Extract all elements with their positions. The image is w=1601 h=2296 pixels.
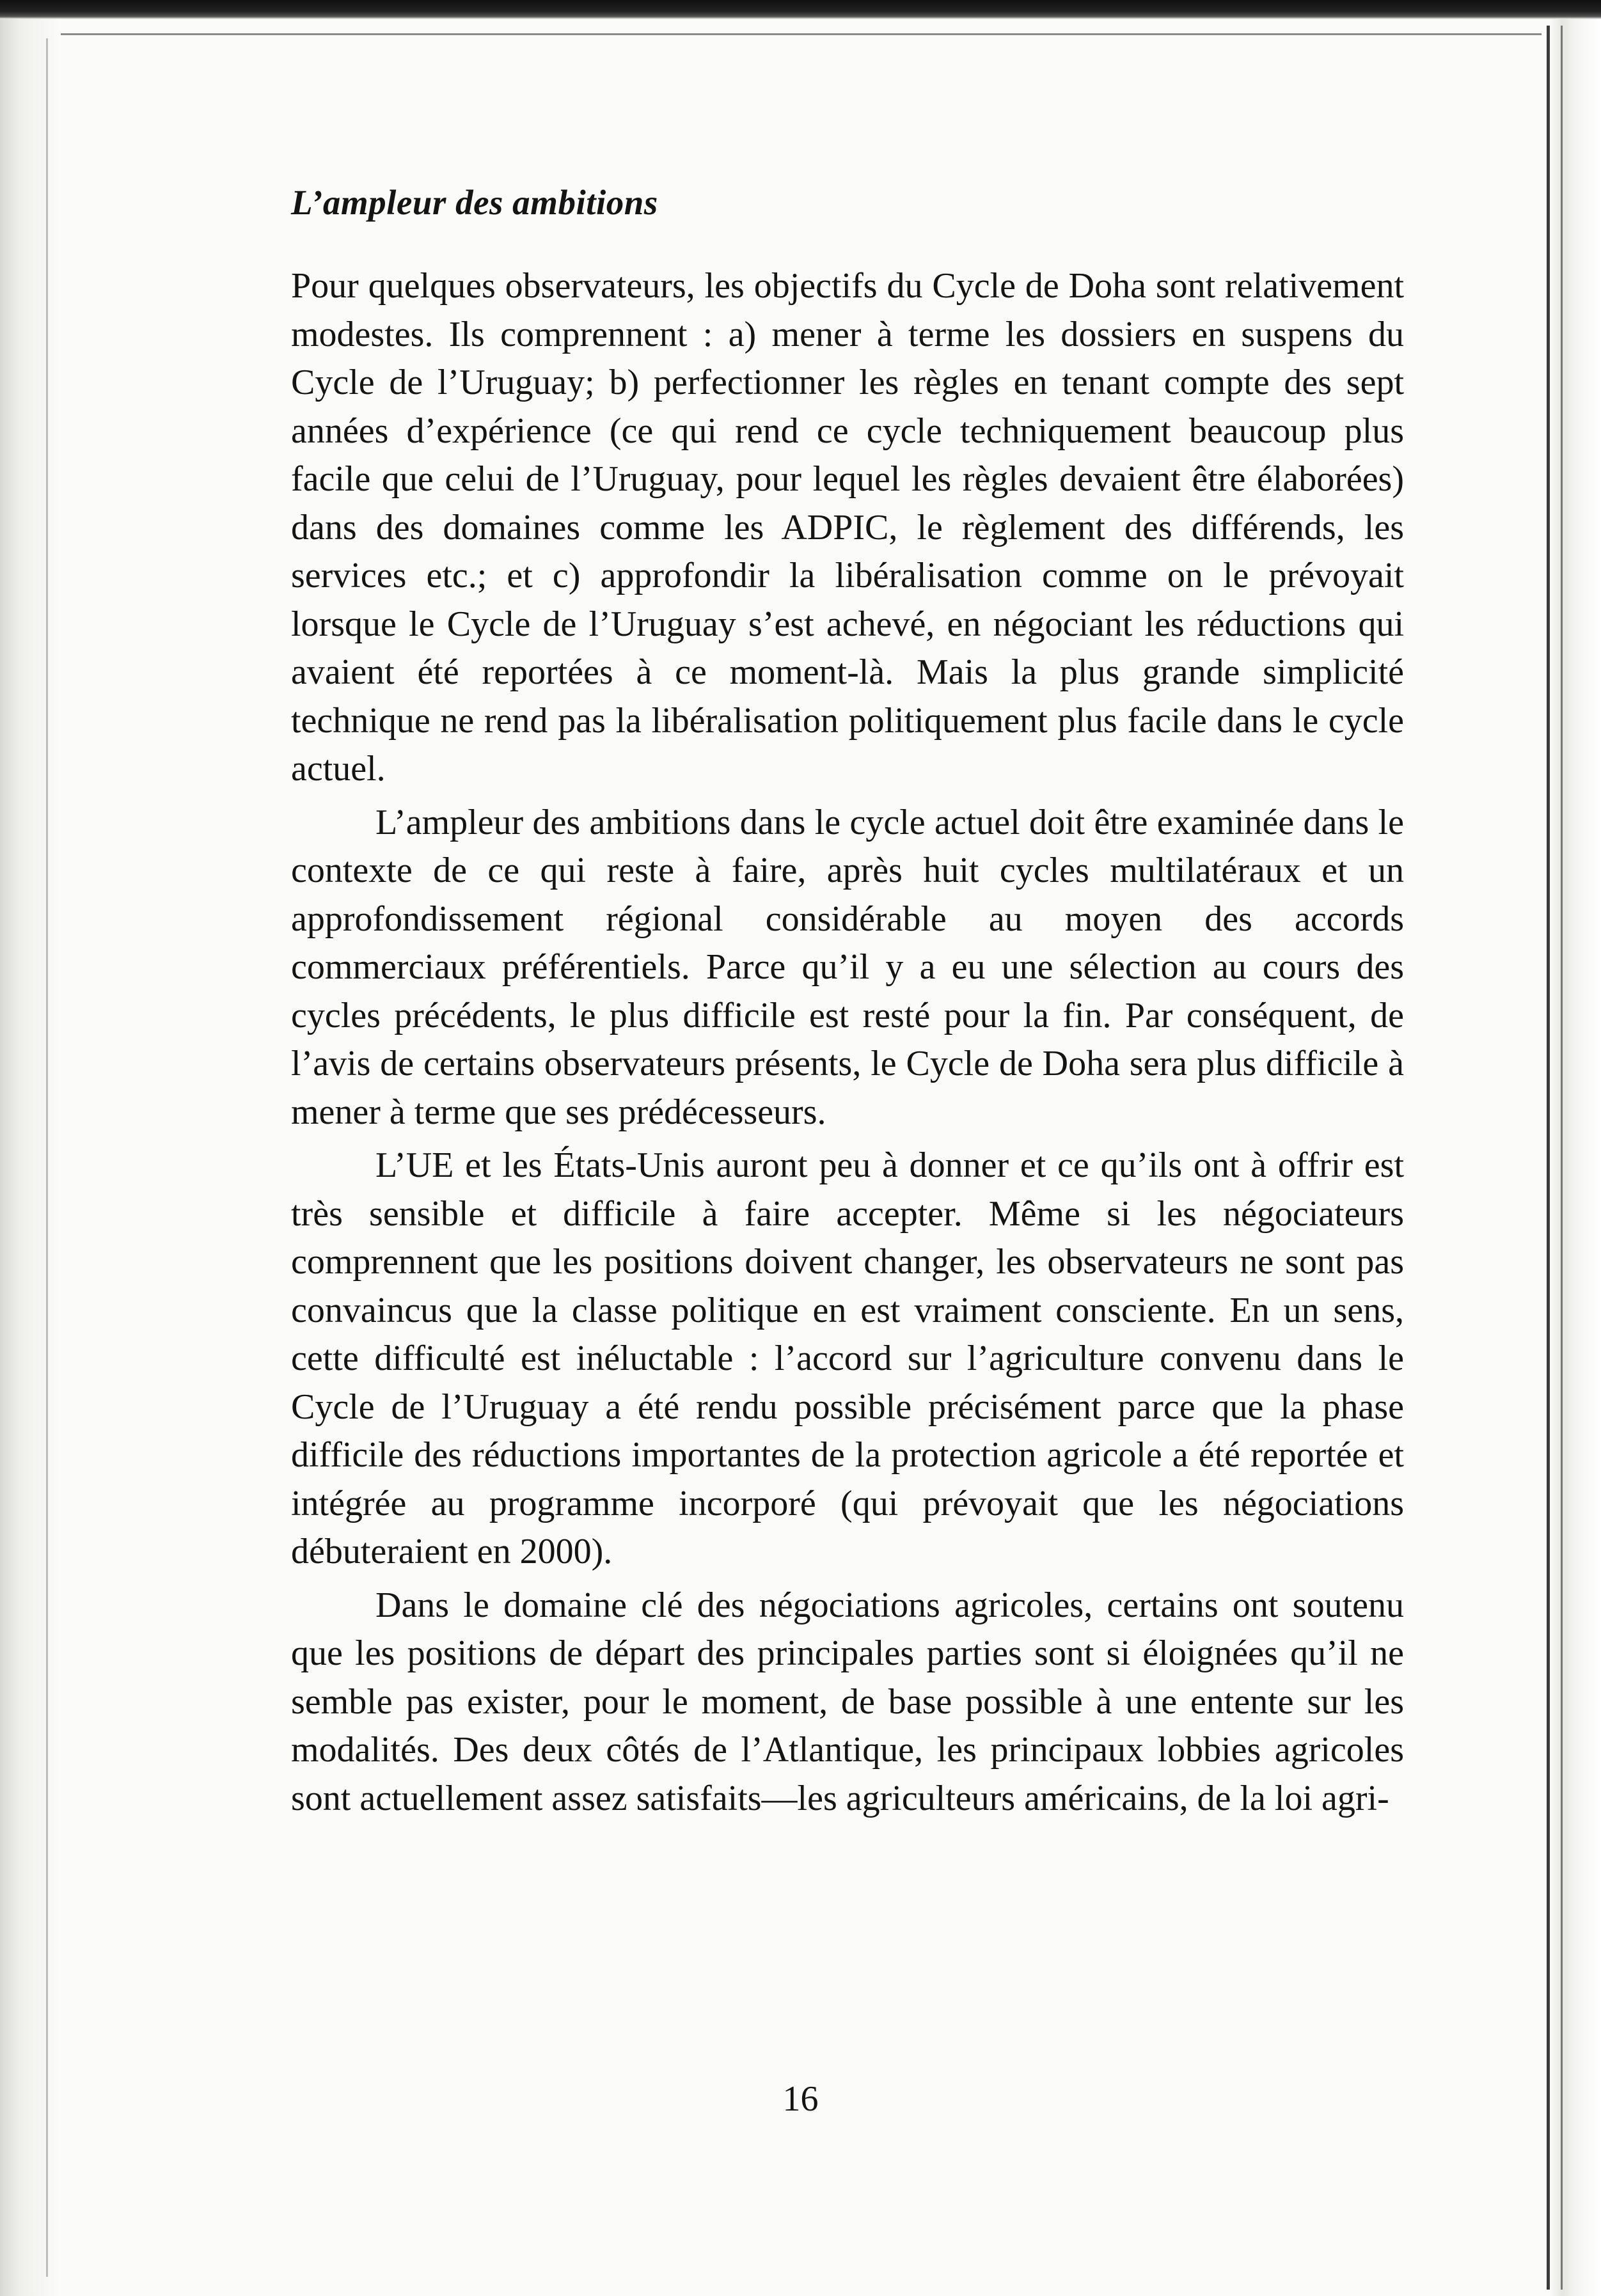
- paragraph-3: L’UE et les États-Unis auront peu à donner et ce qu’ils ont à offrir est très sensible et difficile à faire accepter. Même si les négociateurs comprennent que les positions doivent changer, les observateurs ne sont pas convaincus que la classe politique en est vraiment consciente. En un sens, cette difficulté est inéluctable : l’accord sur l’agriculture convenu dans le Cycle de l’Uruguay a été rendu possible précisément parce que la phase difficile des réductions importantes de la protection agricole a été reportée et intégrée au programme incorporé (qui prévoyait que les négociations débuteraient en 2000).: [291, 1145, 1404, 1571]
- scan-right-shadow: [1550, 19, 1601, 2296]
- scan-top-edge: [0, 0, 1601, 19]
- paragraph-2: L’ampleur des ambitions dans le cycle actuel doit être examinée dans le contexte de ce qui reste à faire, après huit cycles multilatéraux et un approfondissement régional considérable au moyen des accords commerciaux préférentiels. Parce qu’il y a eu une sélection au cours des cycles précédents, le plus difficile est resté pour la fin. Par conséquent, de l’avis de certains observateurs présents, le Cycle de Doha sera plus difficile à mener à terme que ses prédécesseurs.: [291, 802, 1404, 1132]
- paragraph-4: Dans le domaine clé des négociations agricoles, certains ont soutenu que les positions de départ des principales parties sont si éloignées qu’il ne semble pas exister, pour le moment, de base possible à une entente sur les modalités. Des deux côtés de l’Atlantique, les principaux lobbies agricoles sont actuellement assez satisfaits—les agriculteurs américains, de la loi agri-: [291, 1585, 1404, 1818]
- scan-left-shadow: [0, 19, 61, 2296]
- paragraph-1: Pour quelques observateurs, les objectifs du Cycle de Doha sont relativement modestes. Ils comprennent : a) mener à terme les dossiers en suspens du Cycle de l’Uruguay; b) perfectionner les règles en tenant compte des sept années d’expérience (ce qui rend ce cycle techniquement beaucoup plus facile que celui de l’Uruguay, pour lequel les règles devaient être élaborées) dans des domaines comme les ADPIC, le règlement des différends, les services etc.; et c) approfondir la libéralisation comme on le prévoyait lorsque le Cycle de l’Uruguay s’est achevé, en négociant les réductions qui avaient été reportées à ce moment-là. Mais la plus grande simplicité technique ne rend pas la libéralisation politiquement plus facile dans le cycle actuel.: [291, 266, 1404, 789]
- scan-right-edge-line-secondary: [1561, 26, 1563, 2290]
- document-page: [291, 182, 1404, 1823]
- page-number: 16: [782, 2079, 819, 2119]
- scan-left-border-line: [46, 38, 48, 2277]
- scan-right-edge-line: [1547, 26, 1550, 2290]
- section-title: L’ampleur des ambitions: [291, 183, 658, 222]
- scan-top-border-line: [51, 33, 1542, 35]
